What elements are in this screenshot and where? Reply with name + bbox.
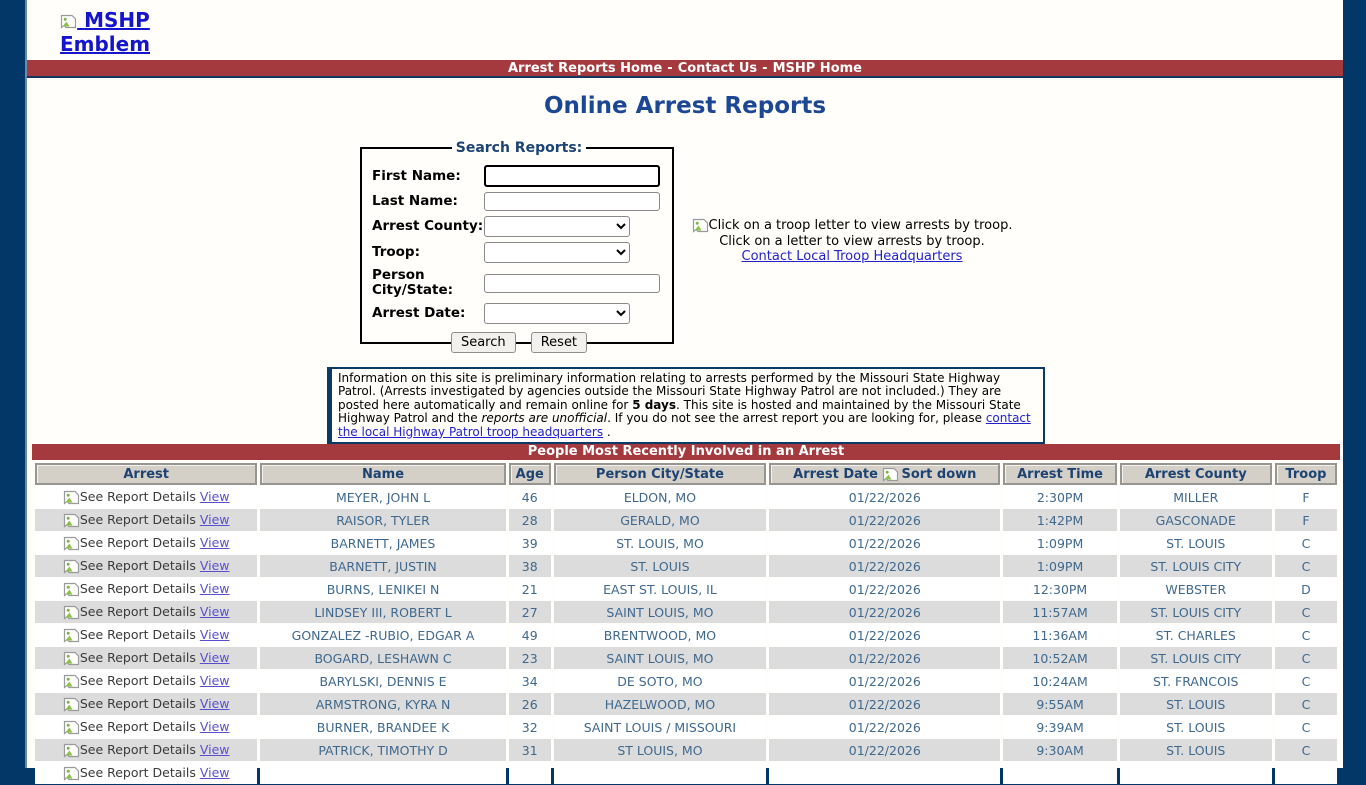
cell-arrest	[35, 670, 257, 692]
arrests-table	[32, 462, 1340, 785]
cell-name: PATRICK, TIMOTHY D	[260, 739, 505, 761]
cell-arrest	[35, 762, 257, 784]
cell-arrest-county: WEBSTER	[1120, 578, 1272, 600]
cell-person-city-state: SAINT LOUIS / MISSOURI	[554, 716, 766, 738]
cell-arrest-time: 10:24AM	[1003, 670, 1116, 692]
broken-image-icon	[63, 513, 80, 528]
col-header-name: Name	[260, 463, 505, 485]
disclaimer-text: . This site is hosted and maintained by the Missouri State Highway Patrol and the	[338, 397, 1021, 426]
col-header-arrest-date[interactable]: Arrest Date Sort down	[769, 463, 1000, 485]
view-report-link[interactable]: View	[199, 696, 230, 711]
broken-image-icon	[63, 651, 80, 666]
emblem-alt-text: MSHP Emblem	[59, 8, 151, 56]
cell-name: BARYLSKI, DENNIS E	[260, 670, 505, 692]
search-reports-fieldset	[360, 140, 674, 350]
cell-arrest-county: ST. LOUIS CITY	[1120, 601, 1272, 623]
nav-separator: -	[667, 61, 673, 76]
cell-arrest-county: ST. LOUIS CITY	[1120, 555, 1272, 577]
cell-person-city-state: BRENTWOOD, MO	[554, 624, 766, 646]
cell-arrest-time: 12:30PM	[1003, 578, 1116, 600]
troop-select[interactable]	[484, 242, 630, 263]
view-report-link[interactable]: View	[199, 558, 230, 573]
cell-person-city-state: DE SOTO, MO	[554, 670, 766, 692]
results-section	[32, 444, 1340, 785]
col-header-arrest-time: Arrest Time	[1003, 463, 1116, 485]
view-report-link[interactable]: View	[199, 650, 230, 665]
sort-down-icon	[882, 467, 899, 482]
view-report-link[interactable]: View	[199, 535, 230, 550]
search-legend: Search Reports:	[455, 140, 583, 156]
cell-name: ARMSTRONG, KYRA N	[260, 693, 505, 715]
cell-arrest-date: 01/22/2026	[769, 486, 1000, 508]
cell-name: RAISOR, TYLER	[260, 509, 505, 531]
cell-troop: C	[1275, 647, 1337, 669]
disclaimer-text: . If you do not see the arrest report you are looking for, please	[607, 411, 986, 426]
see-report-details-alt: See Report Details	[79, 512, 196, 527]
cell-arrest-date: 01/22/2026	[769, 716, 1000, 738]
cell-troop: D	[1275, 578, 1337, 600]
disclaimer-box	[327, 367, 1045, 444]
see-report-details-alt: See Report Details	[79, 673, 196, 688]
broken-image-icon	[63, 605, 80, 620]
broken-image-icon	[63, 720, 80, 735]
cell-arrest-date	[769, 762, 1000, 784]
cell-arrest-time: 1:09PM	[1003, 532, 1116, 554]
broken-image-icon	[63, 559, 80, 574]
troop-label: Troop:	[372, 244, 420, 260]
cell-arrest	[35, 509, 257, 531]
page-title: Online Arrest Reports	[543, 93, 827, 119]
broken-image-icon	[63, 536, 80, 551]
view-report-link[interactable]: View	[199, 512, 230, 527]
table-header-row	[35, 463, 1337, 485]
see-report-details-alt: See Report Details	[79, 558, 196, 573]
cell-arrest-time: 9:55AM	[1003, 693, 1116, 715]
broken-image-icon	[63, 766, 80, 781]
cell-arrest	[35, 555, 257, 577]
cell-arrest-time: 11:36AM	[1003, 624, 1116, 646]
top-navbar	[27, 60, 1343, 78]
col-header-person-city-state: Person City/State	[554, 463, 766, 485]
see-report-details-alt: See Report Details	[79, 650, 196, 665]
troop-map-alt-text: Click on a troop letter to view arrests by troop.	[708, 218, 1013, 233]
cell-arrest-time: 9:30AM	[1003, 739, 1116, 761]
broken-image-icon	[692, 218, 709, 233]
cell-age: 32	[509, 716, 551, 738]
table-row	[35, 739, 1337, 761]
cell-arrest-date: 01/22/2026	[769, 532, 1000, 554]
cell-arrest-county: ST. LOUIS	[1120, 532, 1272, 554]
reset-button[interactable]: Reset	[531, 332, 587, 353]
cell-troop: C	[1275, 670, 1337, 692]
col-header-arrest: Arrest	[35, 463, 257, 485]
table-row	[35, 532, 1337, 554]
see-report-details-alt: See Report Details	[79, 604, 196, 619]
cell-arrest-time: 10:52AM	[1003, 647, 1116, 669]
see-report-details-alt: See Report Details	[79, 765, 196, 780]
col-header-arrest-county: Arrest County	[1120, 463, 1272, 485]
cell-arrest	[35, 486, 257, 508]
cell-arrest-county	[1120, 762, 1272, 784]
broken-image-icon	[60, 14, 77, 29]
cell-troop: F	[1275, 509, 1337, 531]
see-report-details-alt: See Report Details	[79, 581, 196, 596]
troop-caption: Click on a letter to view arrests by troop.	[719, 233, 985, 249]
arrest-date-label: Arrest Date:	[372, 305, 466, 321]
cell-age: 23	[509, 647, 551, 669]
cell-person-city-state: ST. LOUIS	[554, 555, 766, 577]
broken-image-icon	[63, 743, 80, 758]
cell-troop: C	[1275, 624, 1337, 646]
cell-person-city-state: ST LOUIS, MO	[554, 739, 766, 761]
cell-arrest-date: 01/22/2026	[769, 693, 1000, 715]
table-row	[35, 693, 1337, 715]
cell-troop: F	[1275, 486, 1337, 508]
broken-image-icon	[63, 697, 80, 712]
cell-troop: C	[1275, 555, 1337, 577]
cell-name: BURNER, BRANDEE K	[260, 716, 505, 738]
cell-arrest-date: 01/22/2026	[769, 555, 1000, 577]
view-report-link[interactable]: View	[199, 765, 230, 780]
cell-age: 31	[509, 739, 551, 761]
cell-person-city-state: SAINT LOUIS, MO	[554, 601, 766, 623]
cell-person-city-state: GERALD, MO	[554, 509, 766, 531]
contact-troop-headquarters-link[interactable]: contact the local Highway Patrol troop headquarters	[338, 411, 1031, 439]
cell-arrest-date: 01/22/2026	[769, 601, 1000, 623]
see-report-details-alt: See Report Details	[79, 696, 196, 711]
cell-arrest-date: 01/22/2026	[769, 739, 1000, 761]
disclaimer-text: Information on this site is preliminary information relating to arrests performed by the Missouri State Highway Patrol. (Arrests investigated by agencies outside the Missouri State Highway Patrol are not included.) They are posted here automatically and remain online for	[338, 371, 1002, 412]
last-name-label: Last Name:	[372, 193, 458, 209]
cell-arrest-county: ST. LOUIS	[1120, 739, 1272, 761]
cell-arrest-time	[1003, 762, 1116, 784]
see-report-details-alt: See Report Details	[79, 742, 196, 757]
table-row	[35, 486, 1337, 508]
cell-arrest-time: 1:42PM	[1003, 509, 1116, 531]
cell-arrest	[35, 601, 257, 623]
cell-troop: C	[1275, 601, 1337, 623]
cell-arrest-county: ST. FRANCOIS	[1120, 670, 1272, 692]
cell-troop: C	[1275, 693, 1337, 715]
cell-arrest-date: 01/22/2026	[769, 578, 1000, 600]
broken-image-icon	[63, 490, 80, 505]
table-row	[35, 647, 1337, 669]
see-report-details-alt: See Report Details	[79, 627, 196, 642]
cell-person-city-state: HAZELWOOD, MO	[554, 693, 766, 715]
cell-arrest-county: ST. CHARLES	[1120, 624, 1272, 646]
broken-image-icon	[63, 674, 80, 689]
cell-arrest	[35, 532, 257, 554]
cell-person-city-state: ST. LOUIS, MO	[554, 532, 766, 554]
cell-person-city-state: EAST ST. LOUIS, IL	[554, 578, 766, 600]
cell-person-city-state: SAINT LOUIS, MO	[554, 647, 766, 669]
cell-person-city-state: ELDON, MO	[554, 486, 766, 508]
cell-arrest-date: 01/22/2026	[769, 509, 1000, 531]
table-row	[35, 624, 1337, 646]
cell-arrest-county: ST. LOUIS	[1120, 693, 1272, 715]
cell-arrest-county: GASCONADE	[1120, 509, 1272, 531]
col-header-troop: Troop	[1275, 463, 1337, 485]
cell-troop: C	[1275, 716, 1337, 738]
col-header-age: Age	[509, 463, 551, 485]
cell-age: 39	[509, 532, 551, 554]
cell-troop: C	[1275, 532, 1337, 554]
last-name-input[interactable]	[484, 192, 660, 211]
arrest-county-select[interactable]	[484, 216, 630, 237]
contact-local-troop-link[interactable]: Contact Local Troop Headquarters	[741, 249, 963, 264]
arrest-county-label: Arrest County:	[372, 218, 484, 234]
page-content	[25, 0, 1343, 780]
table-row	[35, 601, 1337, 623]
cell-arrest-time: 11:57AM	[1003, 601, 1116, 623]
nav-arrest-reports-home[interactable]: Arrest Reports Home	[507, 61, 663, 76]
see-report-details-alt: See Report Details	[79, 489, 196, 504]
disclaimer-text: .	[603, 424, 611, 439]
cell-age: 21	[509, 578, 551, 600]
cell-arrest	[35, 624, 257, 646]
view-report-link[interactable]: View	[199, 627, 230, 642]
cell-arrest	[35, 693, 257, 715]
first-name-label: First Name:	[372, 167, 461, 184]
cell-age	[509, 762, 551, 784]
cell-name: BARNETT, JUSTIN	[260, 555, 505, 577]
cell-arrest	[35, 578, 257, 600]
cell-name: BURNS, LENIKEI N	[260, 578, 505, 600]
first-name-input[interactable]	[484, 165, 660, 187]
search-button[interactable]: Search	[451, 332, 516, 353]
view-report-link[interactable]: View	[199, 719, 230, 734]
arrest-date-select[interactable]	[484, 303, 630, 324]
nav-mshp-home[interactable]: MSHP Home	[772, 61, 862, 76]
sort-down-alt-text: Sort down	[901, 466, 977, 482]
cell-name: GONZALEZ -RUBIO, EDGAR A	[260, 624, 505, 646]
table-row-partial	[35, 762, 1337, 784]
cell-age: 26	[509, 693, 551, 715]
cell-age: 34	[509, 670, 551, 692]
nav-contact-us[interactable]: Contact Us	[677, 61, 758, 76]
cell-arrest-time: 2:30PM	[1003, 486, 1116, 508]
cell-arrest-county: ST. LOUIS	[1120, 716, 1272, 738]
cell-arrest-county: ST. LOUIS CITY	[1120, 647, 1272, 669]
cell-age: 27	[509, 601, 551, 623]
view-report-link[interactable]: View	[199, 604, 230, 619]
cell-age: 38	[509, 555, 551, 577]
cell-name	[260, 762, 505, 784]
cell-age: 49	[509, 624, 551, 646]
nav-separator: -	[762, 61, 768, 76]
broken-image-icon	[63, 628, 80, 643]
person-city-state-input[interactable]	[484, 274, 660, 293]
cell-arrest	[35, 647, 257, 669]
cell-arrest	[35, 739, 257, 761]
cell-arrest-county: MILLER	[1120, 486, 1272, 508]
person-city-state-label: Person City/State:	[372, 267, 454, 298]
table-row	[35, 555, 1337, 577]
cell-name: BARNETT, JAMES	[260, 532, 505, 554]
mshp-emblem-link[interactable]	[30, 8, 180, 56]
table-row	[35, 670, 1337, 692]
cell-age: 28	[509, 509, 551, 531]
disclaimer-italic: reports are unofficial	[481, 411, 608, 426]
view-report-link[interactable]: View	[199, 673, 230, 688]
see-report-details-alt: See Report Details	[79, 535, 196, 550]
see-report-details-alt: See Report Details	[79, 719, 196, 734]
view-report-link[interactable]: View	[199, 581, 230, 596]
table-row	[35, 716, 1337, 738]
cell-name: BOGARD, LESHAWN C	[260, 647, 505, 669]
cell-arrest-time: 1:09PM	[1003, 555, 1116, 577]
view-report-link[interactable]: View	[199, 742, 230, 757]
cell-arrest	[35, 716, 257, 738]
cell-arrest-date: 01/22/2026	[769, 670, 1000, 692]
cell-name: LINDSEY III, ROBERT L	[260, 601, 505, 623]
view-report-link[interactable]: View	[199, 489, 230, 504]
cell-troop	[1275, 762, 1337, 784]
table-row	[35, 509, 1337, 531]
cell-name: MEYER, JOHN L	[260, 486, 505, 508]
cell-person-city-state	[554, 762, 766, 784]
table-row	[35, 578, 1337, 600]
disclaimer-bold: 5 days	[632, 397, 676, 412]
cell-age: 46	[509, 486, 551, 508]
cell-arrest-date: 01/22/2026	[769, 647, 1000, 669]
broken-image-icon	[63, 582, 80, 597]
results-banner: People Most Recently Involved in an Arrest	[32, 444, 1340, 460]
troop-map-panel	[667, 218, 1037, 265]
cell-troop: C	[1275, 739, 1337, 761]
cell-arrest-time: 9:39AM	[1003, 716, 1116, 738]
cell-arrest-date: 01/22/2026	[769, 624, 1000, 646]
